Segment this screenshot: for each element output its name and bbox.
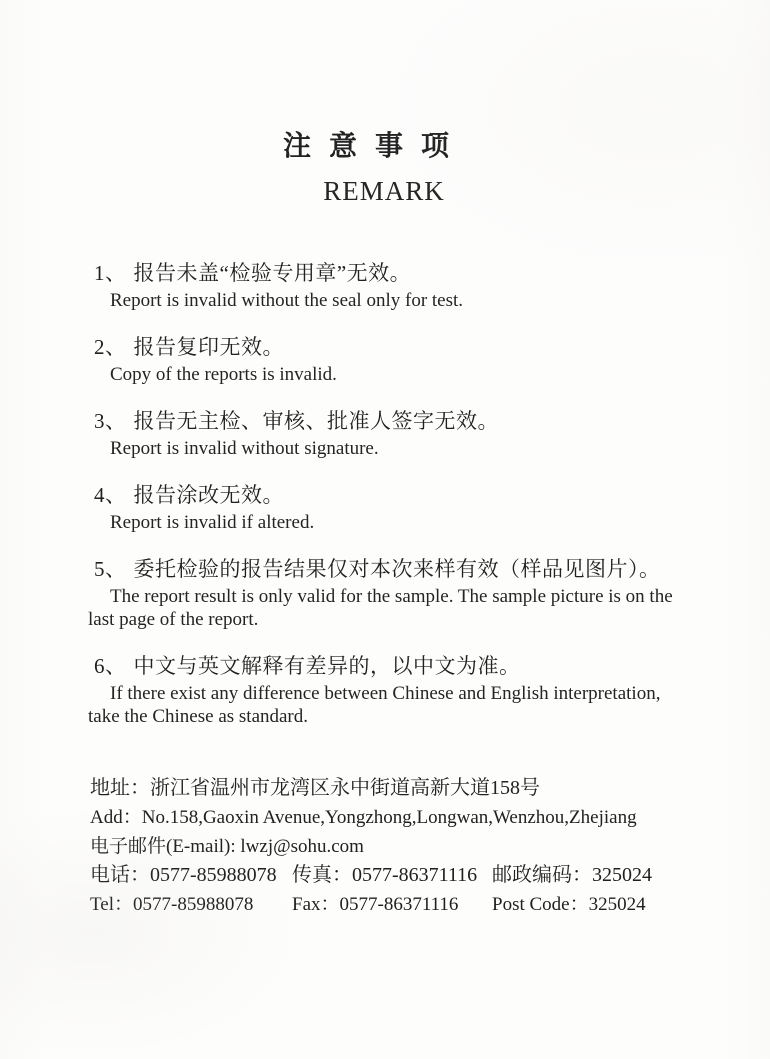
item-text-zh	[94, 651, 680, 681]
item-text-zh	[94, 332, 680, 362]
item-text-en: Report is invalid without signature.	[110, 438, 379, 459]
remark-item-3	[88, 406, 680, 460]
item-number: 1、	[94, 261, 127, 285]
postcode-zh: 邮政编码：325024	[492, 864, 652, 886]
item-text-zh	[94, 480, 680, 510]
item-zh-text: 报告未盖“检验专用章”无效。	[133, 261, 412, 285]
item-text-en: If there exist any difference between Chinese and English interpretation, take the Chinese as standard.	[88, 683, 661, 727]
remark-item-2	[88, 332, 680, 386]
telephone-en: Tel：0577-85988078	[90, 894, 254, 915]
item-zh-text: 报告涂改无效。	[133, 483, 284, 507]
page-title-zh: 注意事项	[282, 131, 467, 162]
item-zh-text: 报告无主检、审核、批准人签字无效。	[133, 409, 499, 433]
item-text-en: The report result is only valid for the sample. The sample picture is on the last page of the report.	[88, 586, 673, 630]
item-text-en: Copy of the reports is invalid.	[110, 364, 337, 385]
item-text-zh	[94, 554, 680, 584]
page-title-en: REMARK	[323, 176, 445, 206]
item-number: 6、	[94, 654, 127, 678]
contact-row-en	[90, 890, 680, 919]
item-number: 5、	[94, 557, 127, 581]
item-zh-text: 中文与英文解释有差异的，以中文为准。	[133, 654, 521, 678]
item-text-zh	[94, 406, 680, 436]
item-number: 4、	[94, 483, 127, 507]
contact-row-zh	[90, 861, 680, 890]
postcode-en: Post Code：325024	[492, 894, 646, 915]
item-number: 3、	[94, 409, 127, 433]
contact-footer	[90, 774, 680, 919]
item-text-zh	[94, 258, 680, 288]
remark-list	[88, 258, 680, 728]
item-text-en: Report is invalid without the seal only for test.	[110, 290, 464, 311]
address-line-en: Add：No.158,Gaoxin Avenue,Yongzhong,Longwan,Wenzhou,Zhejiang	[90, 807, 637, 828]
fax-zh: 传真：0577-86371116	[292, 864, 478, 886]
remark-item-1	[88, 258, 680, 312]
item-zh-text: 委托检验的报告结果仅对本次来样有效（样品见图片）。	[133, 557, 661, 581]
item-text-en: Report is invalid if altered.	[110, 512, 315, 533]
item-zh-text: 报告复印无效。	[133, 335, 284, 359]
address-line-zh: 地址：浙江省温州市龙湾区永中街道高新大道158号	[90, 777, 540, 799]
telephone-zh: 电话：0577-85988078	[90, 864, 277, 886]
fax-en: Fax：0577-86371116	[292, 894, 459, 915]
remark-item-6	[88, 651, 680, 728]
item-number: 2、	[94, 335, 127, 359]
email-line: 电子邮件(E-mail): lwzj@sohu.com	[90, 836, 364, 857]
remark-item-5	[88, 554, 680, 631]
remark-item-4	[88, 480, 680, 534]
